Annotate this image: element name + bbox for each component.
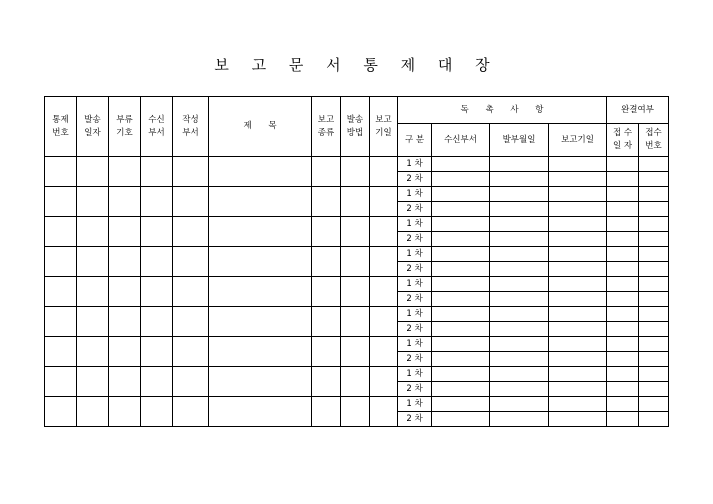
empty-cell [490, 337, 549, 352]
empty-cell [639, 232, 669, 247]
empty-cell [341, 157, 370, 187]
empty-cell [549, 217, 607, 232]
empty-cell [607, 292, 639, 307]
empty-cell [173, 157, 209, 187]
division-label: 1 차 [398, 337, 432, 352]
empty-cell [45, 307, 77, 337]
empty-cell [549, 262, 607, 277]
empty-cell [432, 262, 490, 277]
table-row [45, 217, 669, 232]
table-row [45, 307, 669, 322]
empty-cell [209, 397, 312, 427]
division-label: 2 차 [398, 292, 432, 307]
division-label: 2 차 [398, 322, 432, 337]
empty-cell [639, 382, 669, 397]
header-demand-send-date: 발부월일 [490, 124, 549, 157]
empty-cell [77, 367, 109, 397]
table-row [45, 247, 669, 262]
empty-cell [370, 307, 398, 337]
empty-cell [607, 262, 639, 277]
empty-cell [209, 277, 312, 307]
division-label: 2 차 [398, 262, 432, 277]
empty-cell [490, 187, 549, 202]
report-control-register-table [44, 96, 669, 427]
division-label: 2 차 [398, 412, 432, 427]
empty-cell [141, 397, 173, 427]
empty-cell [312, 307, 341, 337]
empty-cell [607, 232, 639, 247]
header-send-method: 발송 방법 [341, 97, 370, 157]
empty-cell [607, 382, 639, 397]
empty-cell [639, 367, 669, 382]
page-title: 보 고 문 서 통 제 대 장 [214, 56, 499, 74]
empty-cell [312, 217, 341, 247]
empty-cell [173, 307, 209, 337]
empty-cell [109, 277, 141, 307]
header-report-deadline: 보고 기일 [370, 97, 398, 157]
empty-cell [607, 247, 639, 262]
division-label: 1 차 [398, 187, 432, 202]
empty-cell [607, 202, 639, 217]
division-label: 1 차 [398, 367, 432, 382]
empty-cell [209, 157, 312, 187]
division-label: 2 차 [398, 352, 432, 367]
division-label: 1 차 [398, 247, 432, 262]
empty-cell [77, 337, 109, 367]
empty-cell [432, 217, 490, 232]
empty-cell [490, 382, 549, 397]
empty-cell [432, 412, 490, 427]
empty-cell [141, 157, 173, 187]
empty-cell [370, 217, 398, 247]
empty-cell [341, 367, 370, 397]
empty-cell [341, 337, 370, 367]
empty-cell [490, 352, 549, 367]
empty-cell [639, 277, 669, 292]
empty-cell [639, 412, 669, 427]
empty-cell [109, 187, 141, 217]
empty-cell [141, 247, 173, 277]
empty-cell [173, 247, 209, 277]
empty-cell [141, 307, 173, 337]
empty-cell [549, 202, 607, 217]
empty-cell [341, 247, 370, 277]
empty-cell [549, 247, 607, 262]
empty-cell [490, 307, 549, 322]
empty-cell [77, 247, 109, 277]
empty-cell [209, 307, 312, 337]
empty-cell [141, 367, 173, 397]
empty-cell [549, 412, 607, 427]
empty-cell [607, 307, 639, 322]
empty-cell [432, 397, 490, 412]
empty-cell [639, 322, 669, 337]
empty-cell [549, 232, 607, 247]
header-report-type: 보고 종류 [312, 97, 341, 157]
empty-cell [490, 262, 549, 277]
empty-cell [312, 187, 341, 217]
empty-cell [77, 157, 109, 187]
empty-cell [549, 187, 607, 202]
header-receipt-no: 접수 번호 [639, 124, 669, 157]
empty-cell [490, 412, 549, 427]
header-demand-recv-dept: 수신부서 [432, 124, 490, 157]
empty-cell [432, 382, 490, 397]
empty-cell [45, 277, 77, 307]
empty-cell [312, 277, 341, 307]
empty-cell [209, 367, 312, 397]
empty-cell [490, 217, 549, 232]
empty-cell [639, 187, 669, 202]
empty-cell [490, 247, 549, 262]
empty-cell [549, 367, 607, 382]
empty-cell [432, 292, 490, 307]
header-recv-dept: 수신 부서 [141, 97, 173, 157]
empty-cell [173, 187, 209, 217]
empty-cell [549, 397, 607, 412]
division-label: 1 차 [398, 277, 432, 292]
division-label: 1 차 [398, 307, 432, 322]
empty-cell [45, 217, 77, 247]
empty-cell [607, 352, 639, 367]
empty-cell [639, 247, 669, 262]
empty-cell [370, 397, 398, 427]
header-demand: 독 촉 사 항 [398, 97, 607, 124]
division-label: 1 차 [398, 217, 432, 232]
empty-cell [312, 397, 341, 427]
empty-cell [109, 397, 141, 427]
division-label: 2 차 [398, 232, 432, 247]
empty-cell [490, 202, 549, 217]
header-division: 구 분 [398, 124, 432, 157]
empty-cell [109, 367, 141, 397]
header-author-dept: 작성 부서 [173, 97, 209, 157]
empty-cell [141, 217, 173, 247]
division-label: 2 차 [398, 172, 432, 187]
empty-cell [432, 232, 490, 247]
division-label: 2 차 [398, 382, 432, 397]
empty-cell [639, 172, 669, 187]
empty-cell [607, 187, 639, 202]
empty-cell [639, 397, 669, 412]
empty-cell [312, 337, 341, 367]
empty-cell [432, 322, 490, 337]
empty-cell [45, 337, 77, 367]
empty-cell [639, 292, 669, 307]
empty-cell [607, 172, 639, 187]
empty-cell [549, 322, 607, 337]
table-row [45, 157, 669, 172]
empty-cell [432, 367, 490, 382]
empty-cell [173, 277, 209, 307]
empty-cell [549, 277, 607, 292]
empty-cell [341, 307, 370, 337]
empty-cell [549, 337, 607, 352]
empty-cell [141, 277, 173, 307]
empty-cell [549, 292, 607, 307]
empty-cell [173, 367, 209, 397]
empty-cell [341, 187, 370, 217]
division-label: 1 차 [398, 157, 432, 172]
empty-cell [639, 217, 669, 232]
empty-cell [370, 367, 398, 397]
empty-cell [45, 397, 77, 427]
header-control-no: 통제 번호 [45, 97, 77, 157]
header-subject: 제 목 [209, 97, 312, 157]
empty-cell [607, 277, 639, 292]
empty-cell [141, 187, 173, 217]
empty-cell [607, 367, 639, 382]
empty-cell [549, 382, 607, 397]
empty-cell [490, 232, 549, 247]
empty-cell [490, 397, 549, 412]
empty-cell [173, 217, 209, 247]
empty-cell [312, 157, 341, 187]
empty-cell [432, 172, 490, 187]
empty-cell [432, 277, 490, 292]
table-row [45, 397, 669, 412]
empty-cell [639, 337, 669, 352]
empty-cell [607, 397, 639, 412]
table-row [45, 367, 669, 382]
empty-cell [109, 217, 141, 247]
empty-cell [607, 157, 639, 172]
empty-cell [109, 247, 141, 277]
empty-cell [209, 217, 312, 247]
empty-cell [45, 367, 77, 397]
empty-cell [312, 247, 341, 277]
empty-cell [490, 277, 549, 292]
empty-cell [432, 337, 490, 352]
empty-cell [77, 217, 109, 247]
empty-cell [109, 337, 141, 367]
empty-cell [45, 187, 77, 217]
table-row [45, 277, 669, 292]
empty-cell [639, 262, 669, 277]
header-demand-deadline: 보고기일 [549, 124, 607, 157]
empty-cell [549, 157, 607, 172]
empty-cell [432, 187, 490, 202]
empty-cell [607, 322, 639, 337]
empty-cell [109, 307, 141, 337]
empty-cell [77, 397, 109, 427]
empty-cell [209, 187, 312, 217]
division-label: 1 차 [398, 397, 432, 412]
empty-cell [77, 307, 109, 337]
empty-cell [432, 157, 490, 172]
empty-cell [432, 307, 490, 322]
empty-cell [490, 157, 549, 172]
empty-cell [77, 187, 109, 217]
empty-cell [341, 217, 370, 247]
header-completion: 완결여부 [607, 97, 669, 124]
empty-cell [77, 277, 109, 307]
empty-cell [173, 397, 209, 427]
empty-cell [341, 277, 370, 307]
empty-cell [341, 397, 370, 427]
empty-cell [370, 337, 398, 367]
empty-cell [209, 337, 312, 367]
empty-cell [370, 247, 398, 277]
empty-cell [549, 352, 607, 367]
empty-cell [45, 247, 77, 277]
empty-cell [639, 202, 669, 217]
empty-cell [370, 157, 398, 187]
header-send-date: 발송 일자 [77, 97, 109, 157]
empty-cell [639, 352, 669, 367]
empty-cell [490, 172, 549, 187]
empty-cell [432, 352, 490, 367]
empty-cell [607, 412, 639, 427]
header-class-code: 부류 기호 [109, 97, 141, 157]
empty-cell [490, 367, 549, 382]
empty-cell [432, 247, 490, 262]
empty-cell [490, 322, 549, 337]
empty-cell [173, 337, 209, 367]
header-receipt-date: 접 수 일 자 [607, 124, 639, 157]
table-row [45, 337, 669, 352]
empty-cell [639, 307, 669, 322]
empty-cell [549, 172, 607, 187]
empty-cell [370, 277, 398, 307]
empty-cell [549, 307, 607, 322]
empty-cell [490, 292, 549, 307]
empty-cell [312, 367, 341, 397]
table-row [45, 187, 669, 202]
empty-cell [607, 217, 639, 232]
empty-cell [607, 337, 639, 352]
empty-cell [432, 202, 490, 217]
empty-cell [209, 247, 312, 277]
empty-cell [141, 337, 173, 367]
empty-cell [370, 187, 398, 217]
empty-cell [109, 157, 141, 187]
empty-cell [45, 157, 77, 187]
division-label: 2 차 [398, 202, 432, 217]
empty-cell [639, 157, 669, 172]
